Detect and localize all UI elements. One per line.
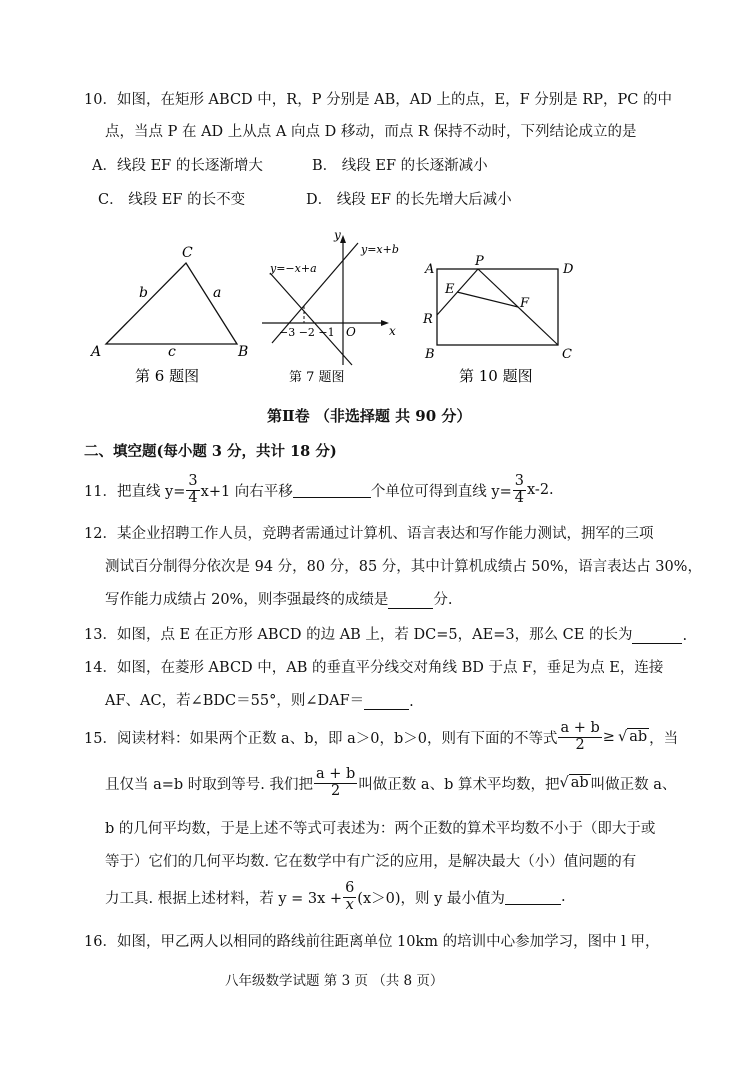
fig10-label-B: B <box>425 347 435 362</box>
fig7-graph <box>262 228 399 365</box>
q11-fraction: $\frac{3}{4}$ <box>188 473 198 506</box>
q15-six-over-x: $\frac{6}{x}$ <box>345 880 355 913</box>
q13-text: 13．如图，点 E 在正方形 ABCD 的边 AB 上，若 DC=5，AE=3，那么 CE 的长为 <box>84 627 633 643</box>
fig7-label-y: y <box>334 228 341 242</box>
fig10-label-E: E <box>445 282 455 297</box>
q15-line2: 且仅当 a=b 时取到等号. 我们把 $\frac{a + b}{2}$ 叫做正数 a、b 算术平均数，把 √ ab 叫做正数 a、 <box>105 766 677 799</box>
fig7-caption: 第 7 题图 <box>289 370 345 385</box>
q14-line2 <box>105 689 414 710</box>
fig10-rectangle <box>422 254 574 362</box>
fig6-label-A: A <box>91 344 102 360</box>
fig7-label-O: O <box>346 325 356 339</box>
q12-line2: 测试百分制得分依次是 94 分，80 分，85 分，其中计算机成绩占 50%，语言表达占 30%， <box>105 559 702 575</box>
section2-title: 第Ⅱ卷 （非选择题 共 90 分） <box>267 407 472 425</box>
fig10-label-C: C <box>562 347 572 362</box>
fig10-label-A: A <box>425 262 435 277</box>
fig6-label-c: c <box>168 344 176 360</box>
q11-answer-blank[interactable] <box>293 482 371 498</box>
fig10-caption: 第 10 题图 <box>459 367 533 385</box>
q15-line1-end: ，当 <box>649 730 679 747</box>
fig10-label-D: D <box>563 262 574 277</box>
q11-mid: x+1 向右平移 <box>200 483 293 500</box>
q11 <box>84 470 554 510</box>
q13 <box>84 623 687 644</box>
q10-option-c: C． 线段 EF 的长不变 <box>98 192 246 208</box>
q15-line5-text: 力工具. 根据上述材料，若 y = 3x + <box>105 890 343 907</box>
q15-line2-mid: 叫做正数 a、b 算术平均数，把 <box>358 776 560 793</box>
q12-line3-end: 分. <box>433 592 453 608</box>
q15-line1: 15．阅读材料：如果两个正数 a、b，即 a＞0，b＞0，则有下面的不等式 $\frac{a + b}{2}$ ≥ √ ab ，当 <box>84 720 679 753</box>
q15-sqrt: ab <box>629 729 648 745</box>
q15-line1-text: 15．阅读材料：如果两个正数 a、b，即 a＞0，b＞0，则有下面的不等式 <box>84 730 558 747</box>
q10-option-a: A．线段 EF 的长逐渐增大 <box>92 158 263 174</box>
fig7-line2-label: y=x+b <box>361 243 399 256</box>
q11-post: 个单位可得到直线 y= <box>370 483 512 500</box>
fig6-label-C: C <box>182 245 193 261</box>
q14-answer-blank[interactable] <box>364 694 409 710</box>
q15-answer-blank[interactable] <box>505 889 561 905</box>
q12-answer-blank[interactable] <box>388 593 433 609</box>
q12-line3-text: 写作能力成绩占 20%，则李强最终的成绩是 <box>105 592 389 608</box>
fig10-label-R: R <box>423 312 433 327</box>
q15-line2-text: 且仅当 a=b 时取到等号. 我们把 <box>105 776 314 793</box>
fig10-label-F: F <box>520 296 530 311</box>
figures-row <box>0 225 756 395</box>
q15-line5-end: . <box>560 889 566 905</box>
fig6-label-b: b <box>139 285 148 301</box>
q10-line1: 10．如图，在矩形 ABCD 中，R，P 分别是 AB，AD 上的点，E，F 分别是 RP，PC 的中 <box>84 92 673 108</box>
fill-in-header: 二、填空题(每小题 3 分，共计 18 分) <box>84 443 337 460</box>
q15-sqrt2: ab <box>570 775 589 791</box>
q13-answer-blank[interactable] <box>632 628 682 644</box>
q11-pre: 11．把直线 y= <box>84 483 186 500</box>
fig7-line1-label: y=−x+a <box>270 262 317 275</box>
q13-end: . <box>682 628 688 644</box>
page-footer: 八年级数学试题 第 3 页 （共 8 页） <box>225 973 444 989</box>
q15-geq: ≥ <box>602 729 615 745</box>
q11-end: x-2. <box>527 482 554 498</box>
fig6-label-B: B <box>238 344 249 360</box>
q16-line1: 16．如图，甲乙两人以相同的路线前往距离单位 10km 的培训中心参加学习，图中 l 甲， <box>84 934 660 950</box>
q15-line5 <box>105 876 566 918</box>
q15-line3: b 的几何平均数，于是上述不等式可表述为：两个正数的算术平均数不小于（即大于或 <box>105 821 656 837</box>
q10-line2: 点，当点 P 在 AD 上从点 A 向点 D 移动，而点 R 保持不动时，下列结论成立的是 <box>105 124 637 140</box>
q14-line2-text: AF、AC，若∠BDC＝55°，则∠DAF＝ <box>105 693 365 709</box>
fig6-label-a: a <box>213 285 222 301</box>
q15-line2-end: 叫做正数 a、 <box>590 776 677 793</box>
q10-option-b: B． 线段 EF 的长逐渐减小 <box>312 158 488 174</box>
q14-line1: 14．如图，在菱形 ABCD 中，AB 的垂直平分线交对角线 BD 于点 F，垂足为点 E，连接 <box>84 660 664 676</box>
fig6-triangle <box>89 245 248 360</box>
fig10-label-P: P <box>475 254 484 269</box>
q10-option-d: D． 线段 EF 的长先增大后减小 <box>306 192 512 208</box>
q15-mean-fraction2: $\frac{a + b}{2}$ <box>316 766 356 799</box>
q12-line3 <box>105 588 452 609</box>
q15-mean-fraction: $\frac{a + b}{2}$ <box>560 720 600 753</box>
q11-fraction2: $\frac{3}{4}$ <box>514 473 524 506</box>
q15-line5-mid: (x＞0)，则 y 最小值为 <box>357 890 505 907</box>
fig7-tick-labels: −3 −2 −1 <box>279 326 335 339</box>
q14-line2-end: . <box>409 694 414 710</box>
q12-line1: 12．某企业招聘工作人员，竞聘者需通过计算机、语言表达和写作能力测试，拥军的三项 <box>84 526 654 542</box>
fig7-label-x: x <box>389 324 396 338</box>
q15-line4: 等于）它们的几何平均数. 它在数学中有广泛的应用，是解决最大（小）值问题的有 <box>105 854 637 870</box>
fig6-caption: 第 6 题图 <box>135 367 200 385</box>
